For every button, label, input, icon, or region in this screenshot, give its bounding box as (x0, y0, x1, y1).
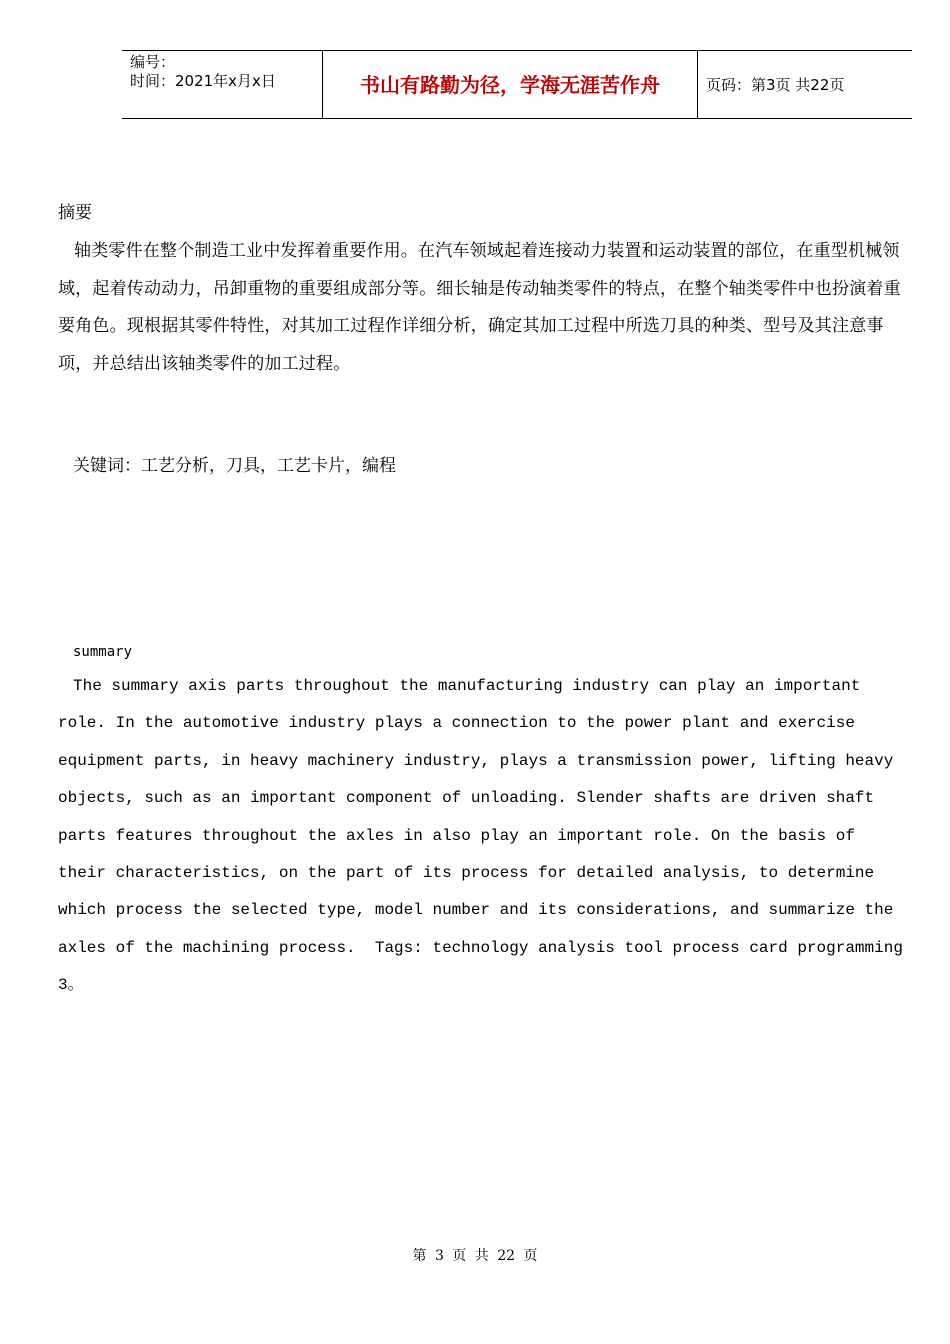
summary-title: summary (73, 644, 133, 660)
keywords-label: 关键词： (73, 456, 141, 476)
document-time-label: 时间：2021年x月x日 (130, 72, 276, 90)
header-motto-cell (322, 51, 698, 118)
summary-body: The summary axis parts throughout the manufacturing industry can play an important role. In the automotive industry plays a connection to the power plant and exercise equipment parts, in heavy machinery industry, plays a transmission power, lifting heavy objects, such as an important component of unloading. Slender shafts are driven shaft parts features throughout the axles in also play an important role. On the basis of their characteristics, on the part of its process for detailed analysis, to determine which process the selected type, model number and its considerations, and summarize the axles of the machining process. Tags: technology analysis tool process card programming 3。 (58, 677, 913, 995)
keywords-value: 工艺分析，刀具，工艺卡片，编程 (141, 456, 396, 476)
header-meta-cell (122, 51, 322, 118)
abstract-body: 轴类零件在整个制造工业中发挥着重要作用。在汽车领域起着连接动力装置和运动装置的部位，在重型机械领域，起着传动动力，吊卸重物的重要组成部分等。细长轴是传动轴类零件的特点，在整个轴类零件中也扮演着重要角色。现根据其零件特性，对其加工过程作详细分析，确定其加工过程中所选刀具的种类、型号及其注意事项，并总结出该轴类零件的加工过程。 (58, 241, 901, 374)
page-footer: 第 3 页 共 22 页 (412, 1248, 538, 1264)
page-header (122, 50, 912, 119)
header-page-info: 页码：第3页 共22页 (706, 76, 845, 94)
header-page-cell (697, 51, 912, 118)
header-motto: 书山有路勤为径，学海无涯苦作舟 (360, 73, 660, 97)
document-number-label: 编号： (130, 53, 176, 71)
keywords-line (73, 454, 396, 478)
abstract-title: 摘要 (58, 203, 92, 223)
